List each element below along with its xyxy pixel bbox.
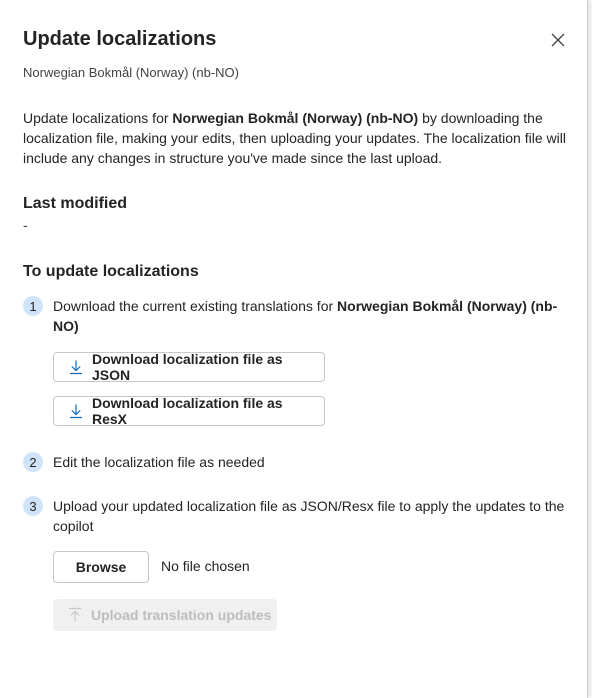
panel-subtitle: Norwegian Bokmål (Norway) (nb-NO) (23, 65, 239, 80)
step-3 (23, 496, 568, 536)
description-prefix: Update localizations for (23, 110, 173, 126)
description-text (23, 108, 568, 168)
step-3-text: Upload your updated localization file as JSON/Resx file to apply the updates to the copilot (53, 498, 565, 534)
steps-heading: To update localizations (23, 263, 199, 280)
download-icon (68, 403, 84, 419)
step-1-text (53, 296, 568, 336)
panel-title: Update localizations (23, 28, 217, 50)
step-1-prefix: Download the current existing translations for (53, 298, 338, 314)
download-json-label: Download localization file as JSON (92, 351, 283, 383)
step-number-badge: 3 (23, 496, 43, 516)
step-2 (23, 452, 568, 472)
step-1 (23, 296, 568, 336)
step-number-badge: 1 (23, 296, 43, 316)
description-suffix: by downloading the localization file, making your edits, then uploading your updates. The localization file will include any changes in structure you've made since the last upload. (23, 110, 566, 166)
description-language: Norwegian Bokmål (Norway) (nb-NO) (172, 110, 419, 126)
upload-translation-button[interactable] (53, 599, 277, 631)
download-resx-button[interactable] (53, 396, 325, 426)
upload-translation-label: Upload translation updates (91, 607, 272, 623)
no-file-chosen-text: No file chosen (161, 558, 250, 574)
download-icon (68, 359, 84, 375)
download-resx-label: Download localization file as ResX (92, 395, 283, 427)
last-modified-value: - (23, 217, 28, 233)
upload-icon (67, 607, 83, 623)
step-2-text: Edit the localization file as needed (53, 454, 265, 470)
last-modified-heading: Last modified (23, 195, 128, 212)
close-button[interactable] (548, 30, 568, 50)
download-json-button[interactable] (53, 352, 325, 382)
step-1-language: Norwegian Bokmål (Norway) (nb-NO) (53, 298, 558, 334)
close-icon (551, 33, 565, 47)
browse-button[interactable]: Browse (53, 551, 149, 583)
step-number-badge: 2 (23, 452, 43, 472)
